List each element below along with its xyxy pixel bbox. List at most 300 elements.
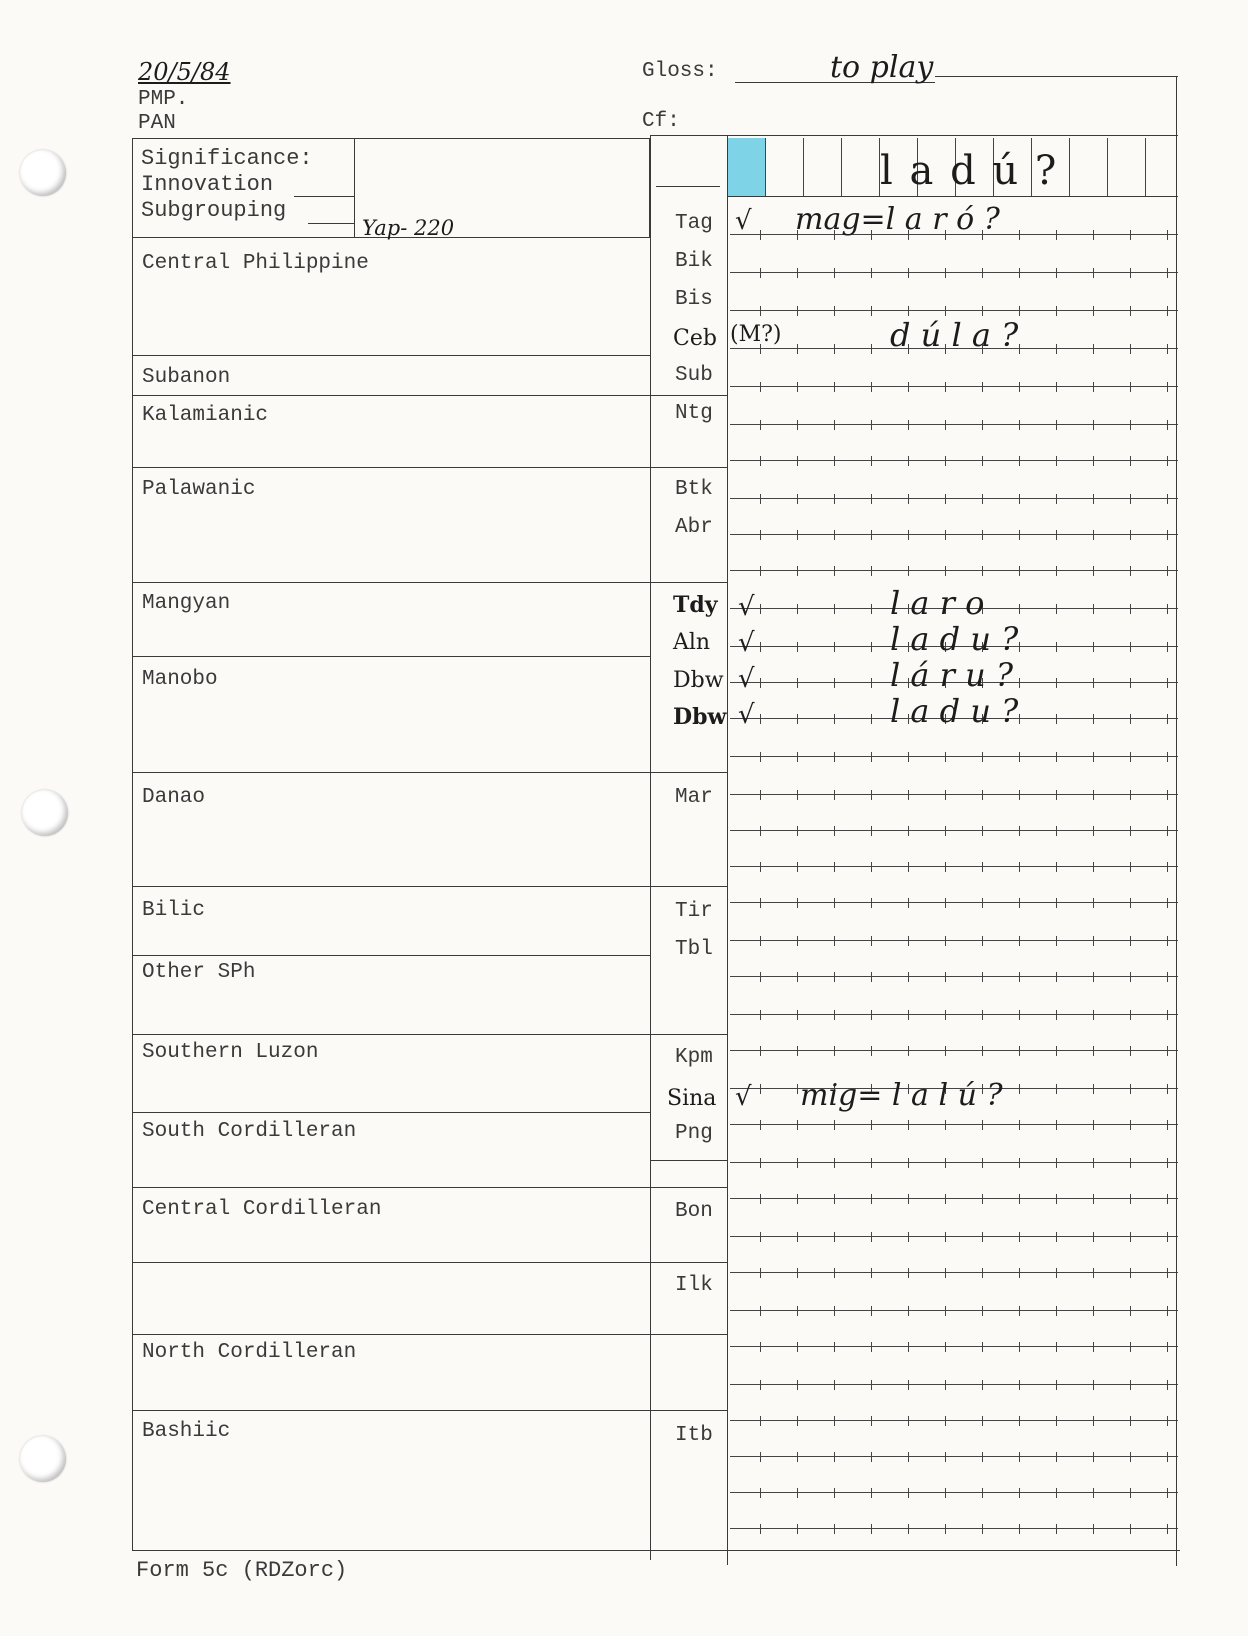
lang-mar: Mar <box>675 786 713 809</box>
tick-mark <box>1093 1194 1094 1204</box>
tick-mark <box>982 494 983 504</box>
tick-mark <box>908 1194 909 1204</box>
tick-mark <box>834 566 835 576</box>
lang-divider <box>650 1187 727 1188</box>
tick-mark <box>871 1046 872 1056</box>
tick-mark <box>1130 862 1131 872</box>
tick-mark <box>1093 862 1094 872</box>
lang-divider <box>650 582 727 583</box>
tick-mark <box>871 1342 872 1352</box>
tick-mark <box>834 790 835 800</box>
tick-mark <box>1019 862 1020 872</box>
lang-abr: Abr <box>675 516 713 539</box>
tick-mark <box>1167 752 1168 762</box>
tick-mark <box>1019 936 1020 946</box>
tick-mark <box>834 1010 835 1020</box>
tick-mark <box>1130 1120 1131 1130</box>
ruled-line <box>730 1456 1178 1457</box>
tick-mark <box>834 456 835 466</box>
tick-mark <box>760 898 761 908</box>
tick-mark <box>908 456 909 466</box>
tick-mark <box>908 382 909 392</box>
lang-tbl: Tbl <box>675 938 713 961</box>
tick-mark <box>945 1268 946 1278</box>
ruled-line <box>730 534 1178 535</box>
tick-mark <box>871 1120 872 1130</box>
tick-mark <box>982 268 983 278</box>
letter-cell <box>1069 138 1108 196</box>
tick-mark <box>908 1380 909 1390</box>
bottom-border <box>132 1550 1180 1551</box>
tick-mark <box>945 1306 946 1316</box>
tick-mark <box>908 898 909 908</box>
tick-mark <box>834 1194 835 1204</box>
group-subanon: Subanon <box>142 366 231 389</box>
tick-mark <box>1130 604 1131 614</box>
language-column-divider <box>727 135 728 1565</box>
significance-label: Significance: <box>141 146 313 171</box>
tick-mark <box>760 752 761 762</box>
tick-mark <box>1019 790 1020 800</box>
tick-mark <box>1056 1084 1057 1094</box>
tick-mark <box>760 494 761 504</box>
tick-mark <box>834 1120 835 1130</box>
tick-mark <box>1093 268 1094 278</box>
tick-mark <box>760 1380 761 1390</box>
tick-mark <box>1056 752 1057 762</box>
punch-hole-top <box>20 150 66 196</box>
tick-mark <box>1130 898 1131 908</box>
tick-mark <box>945 1010 946 1020</box>
tick-mark <box>1167 1232 1168 1242</box>
box-top-line <box>935 76 1178 77</box>
tick-mark <box>1167 678 1168 688</box>
tick-mark <box>1093 1010 1094 1020</box>
tick-mark <box>908 972 909 982</box>
tick-mark <box>871 790 872 800</box>
tick-mark <box>1019 268 1020 278</box>
tick-mark <box>797 1084 798 1094</box>
ruled-line <box>730 756 1178 757</box>
tick-mark <box>945 566 946 576</box>
tick-mark <box>1093 230 1094 240</box>
lang-ceb: Ceb <box>673 326 717 351</box>
tick-mark <box>834 604 835 614</box>
tick-mark <box>760 382 761 392</box>
tick-mark <box>871 456 872 466</box>
tick-mark <box>834 936 835 946</box>
tick-mark <box>760 268 761 278</box>
tick-mark <box>1130 1194 1131 1204</box>
tick-mark <box>1167 1416 1168 1426</box>
headword: l a d ú ? <box>880 148 1059 194</box>
tick-mark <box>1167 1194 1168 1204</box>
sina-mark: √ <box>735 1082 752 1112</box>
tick-mark <box>797 936 798 946</box>
tick-mark <box>1093 1416 1094 1426</box>
letter-cell <box>803 138 842 196</box>
tick-mark <box>982 1120 983 1130</box>
tick-mark <box>1167 1380 1168 1390</box>
tick-mark <box>1056 230 1057 240</box>
tag-mark: √ <box>735 206 752 236</box>
group-other-sph: Other SPh <box>142 961 256 984</box>
tick-mark <box>945 1524 946 1534</box>
gloss-label: Gloss: <box>642 60 718 83</box>
tick-mark <box>1019 972 1020 982</box>
tick-mark <box>797 382 798 392</box>
tick-mark <box>982 1232 983 1242</box>
tick-mark <box>760 1524 761 1534</box>
tick-mark <box>908 530 909 540</box>
group-divider <box>132 467 650 468</box>
tick-mark <box>1093 1524 1094 1534</box>
tick-mark <box>1056 494 1057 504</box>
group-central-philippine: Central Philippine <box>142 252 369 275</box>
tick-mark <box>760 530 761 540</box>
tick-mark <box>1093 1084 1094 1094</box>
tick-mark <box>871 1452 872 1462</box>
tick-mark <box>908 826 909 836</box>
tick-mark <box>1056 1524 1057 1534</box>
tick-mark <box>1056 1010 1057 1020</box>
aln-form: l a d u ? <box>890 620 1019 658</box>
tick-mark <box>760 604 761 614</box>
letter-cell <box>1145 138 1183 196</box>
tick-mark <box>797 1306 798 1316</box>
tick-mark <box>871 1306 872 1316</box>
tick-mark <box>1019 678 1020 688</box>
group-divider <box>132 886 650 887</box>
lang-bis: Bis <box>675 288 713 311</box>
tick-mark <box>871 1194 872 1204</box>
tick-mark <box>797 1010 798 1020</box>
tick-mark <box>871 678 872 688</box>
tick-mark <box>1093 1158 1094 1168</box>
ruled-line <box>730 570 1178 571</box>
lang-divider <box>650 886 727 887</box>
group-divider <box>132 1334 650 1335</box>
tick-mark <box>908 1010 909 1020</box>
tick-mark <box>1167 826 1168 836</box>
tick-mark <box>1019 566 1020 576</box>
tick-mark <box>945 1194 946 1204</box>
tick-mark <box>760 1342 761 1352</box>
tick-mark <box>797 972 798 982</box>
tick-mark <box>834 862 835 872</box>
tick-mark <box>1056 1158 1057 1168</box>
tick-mark <box>1093 642 1094 652</box>
tick-mark <box>982 1158 983 1168</box>
tick-mark <box>908 936 909 946</box>
tick-mark <box>1130 1416 1131 1426</box>
tick-mark <box>834 1046 835 1056</box>
ruled-line <box>730 1528 1178 1529</box>
tick-mark <box>1167 230 1168 240</box>
group-south-cordilleran: South Cordilleran <box>142 1120 357 1143</box>
tick-mark <box>797 1120 798 1130</box>
tick-mark <box>1019 1120 1020 1130</box>
tick-mark <box>982 306 983 316</box>
tick-mark <box>1019 714 1020 724</box>
tick-mark <box>1167 936 1168 946</box>
tick-mark <box>1019 604 1020 614</box>
tick-mark <box>871 1488 872 1498</box>
tick-mark <box>834 1488 835 1498</box>
tick-mark <box>797 268 798 278</box>
letter-cell <box>841 138 880 196</box>
group-bashiic: Bashiic <box>142 1420 231 1443</box>
ruled-line <box>730 1050 1178 1051</box>
tick-mark <box>1167 1306 1168 1316</box>
tick-mark <box>982 1524 983 1534</box>
tick-mark <box>871 306 872 316</box>
tick-mark <box>797 1452 798 1462</box>
tick-mark <box>1056 826 1057 836</box>
tick-mark <box>908 752 909 762</box>
tick-mark <box>1167 1452 1168 1462</box>
tick-mark <box>982 1194 983 1204</box>
tick-mark <box>1056 456 1057 466</box>
tick-mark <box>1130 1306 1131 1316</box>
tick-mark <box>760 1084 761 1094</box>
tick-mark <box>760 1452 761 1462</box>
tick-mark <box>1019 306 1020 316</box>
tick-mark <box>1056 420 1057 430</box>
lang-ntg: Ntg <box>675 402 713 425</box>
tick-mark <box>760 1194 761 1204</box>
tick-mark <box>834 826 835 836</box>
tick-mark <box>982 1488 983 1498</box>
dbw-2-mark: √ <box>738 700 755 730</box>
tick-mark <box>1019 1488 1020 1498</box>
tag-form: mag=l a r ó ? <box>795 202 1000 237</box>
reference-note: Yap- 220 <box>362 216 455 240</box>
tick-mark <box>1019 1084 1020 1094</box>
tick-mark <box>760 1120 761 1130</box>
tick-mark <box>871 1380 872 1390</box>
tick-mark <box>760 1268 761 1278</box>
tick-mark <box>834 344 835 354</box>
subgrouping-label: Subgrouping <box>141 198 287 223</box>
lang-divider <box>650 1034 727 1035</box>
innovation-blank <box>294 196 354 197</box>
ruled-line <box>730 460 1178 461</box>
tick-mark <box>982 1046 983 1056</box>
sina-form: mig= l a l ú ? <box>800 1078 1003 1113</box>
tick-mark <box>945 1046 946 1056</box>
tick-mark <box>797 420 798 430</box>
ruled-line <box>730 1272 1178 1273</box>
cf-label: Cf: <box>642 110 680 133</box>
tick-mark <box>871 1158 872 1168</box>
ceb-mark: (M?) <box>730 322 782 347</box>
tick-mark <box>760 1416 761 1426</box>
lang-png: Png <box>675 1122 713 1145</box>
ceb-form: d ú l a ? <box>890 316 1019 354</box>
tick-mark <box>834 1452 835 1462</box>
tick-mark <box>1130 714 1131 724</box>
tick-mark <box>1130 230 1131 240</box>
lang-divider <box>650 1334 727 1335</box>
lang-btk: Btk <box>675 478 713 501</box>
tick-mark <box>1093 530 1094 540</box>
tick-mark <box>760 420 761 430</box>
tick-mark <box>1019 1010 1020 1020</box>
date: 20/5/84 <box>138 58 231 86</box>
lang-divider <box>650 467 727 468</box>
letter-cell <box>1107 138 1146 196</box>
tick-mark <box>871 826 872 836</box>
tdy-form: l a r o <box>890 584 985 622</box>
tick-mark <box>1167 268 1168 278</box>
tick-mark <box>1130 678 1131 688</box>
tick-mark <box>871 1416 872 1426</box>
lang-divider <box>650 395 727 396</box>
group-southern-luzon: Southern Luzon <box>142 1041 319 1064</box>
tick-mark <box>871 382 872 392</box>
tick-mark <box>1167 1046 1168 1056</box>
group-divider <box>132 1262 650 1263</box>
tick-mark <box>1167 898 1168 908</box>
tick-mark <box>760 862 761 872</box>
tick-mark <box>945 898 946 908</box>
tick-mark <box>1167 420 1168 430</box>
tick-mark <box>1167 1084 1168 1094</box>
tick-mark <box>1056 1452 1057 1462</box>
tick-mark <box>945 494 946 504</box>
tick-mark <box>1019 382 1020 392</box>
lang-bon: Bon <box>675 1200 713 1223</box>
tick-mark <box>945 456 946 466</box>
lang-divider <box>650 1262 727 1263</box>
tick-mark <box>945 826 946 836</box>
tick-mark <box>1056 714 1057 724</box>
tick-mark <box>871 936 872 946</box>
tick-mark <box>1130 306 1131 316</box>
group-kalamianic: Kalamianic <box>142 404 269 427</box>
tick-mark <box>945 1232 946 1242</box>
tick-mark <box>908 1268 909 1278</box>
tick-mark <box>871 530 872 540</box>
tick-mark <box>1093 566 1094 576</box>
tick-mark <box>945 268 946 278</box>
tick-mark <box>1093 1232 1094 1242</box>
lang-tag: Tag <box>675 212 713 235</box>
lang-itb: Itb <box>675 1424 713 1447</box>
group-divider <box>132 772 650 773</box>
group-divider <box>132 656 650 657</box>
tick-mark <box>871 566 872 576</box>
tick-mark <box>1019 752 1020 762</box>
tick-mark <box>760 1046 761 1056</box>
tick-mark <box>1093 1046 1094 1056</box>
tick-mark <box>797 1232 798 1242</box>
tick-mark <box>982 1306 983 1316</box>
group-divider <box>132 355 650 356</box>
tick-mark <box>797 1416 798 1426</box>
tick-mark <box>834 752 835 762</box>
tick-mark <box>1130 972 1131 982</box>
lang-ilk: Ilk <box>675 1274 713 1297</box>
tick-mark <box>1130 1342 1131 1352</box>
tick-mark <box>871 862 872 872</box>
tick-mark <box>1093 382 1094 392</box>
tick-mark <box>982 752 983 762</box>
lang-divider <box>650 1160 727 1161</box>
tick-mark <box>1019 494 1020 504</box>
tick-mark <box>797 494 798 504</box>
tick-mark <box>834 1416 835 1426</box>
tick-mark <box>871 898 872 908</box>
tick-mark <box>1130 1010 1131 1020</box>
tick-mark <box>982 936 983 946</box>
tick-mark <box>1130 420 1131 430</box>
tick-mark <box>945 1488 946 1498</box>
tick-mark <box>797 1046 798 1056</box>
tick-mark <box>797 1380 798 1390</box>
tick-mark <box>982 420 983 430</box>
tick-mark <box>908 1524 909 1534</box>
tick-mark <box>908 1158 909 1168</box>
tick-mark <box>1130 790 1131 800</box>
tick-mark <box>760 714 761 724</box>
ruled-line <box>730 976 1178 977</box>
tick-mark <box>908 1046 909 1056</box>
tick-mark <box>834 530 835 540</box>
tick-mark <box>1093 714 1094 724</box>
tick-mark <box>1093 1306 1094 1316</box>
tick-mark <box>871 420 872 430</box>
lang-sina: Sina <box>667 1086 717 1111</box>
letter-cell <box>727 138 766 196</box>
tick-mark <box>797 714 798 724</box>
tick-mark <box>908 494 909 504</box>
pmp-label: PMP. <box>138 88 189 111</box>
aln-mark: √ <box>738 628 755 658</box>
tick-mark <box>1056 268 1057 278</box>
tick-mark <box>1093 1452 1094 1462</box>
ruled-line <box>730 424 1178 425</box>
tick-mark <box>982 790 983 800</box>
tick-mark <box>1093 1380 1094 1390</box>
group-divider <box>132 395 650 396</box>
punch-hole-bottom <box>20 1436 66 1482</box>
tick-mark <box>1130 530 1131 540</box>
tick-mark <box>760 1232 761 1242</box>
tick-mark <box>982 826 983 836</box>
ruled-line <box>730 272 1178 273</box>
tick-mark <box>760 1306 761 1316</box>
tick-mark <box>834 714 835 724</box>
tick-mark <box>1019 1452 1020 1462</box>
tick-mark <box>797 1194 798 1204</box>
group-manobo: Manobo <box>142 668 218 691</box>
ruled-line <box>730 1014 1178 1015</box>
tick-mark <box>1130 1084 1131 1094</box>
tick-mark <box>1019 530 1020 540</box>
tick-mark <box>1056 936 1057 946</box>
tick-mark <box>1093 1120 1094 1130</box>
tick-mark <box>1167 1268 1168 1278</box>
group-central-cordilleran: Central Cordilleran <box>142 1198 382 1221</box>
lang-sub: Sub <box>675 364 713 387</box>
tick-mark <box>1056 1268 1057 1278</box>
tick-mark <box>945 420 946 430</box>
tick-mark <box>760 1488 761 1498</box>
tick-mark <box>908 1342 909 1352</box>
tick-mark <box>797 1158 798 1168</box>
